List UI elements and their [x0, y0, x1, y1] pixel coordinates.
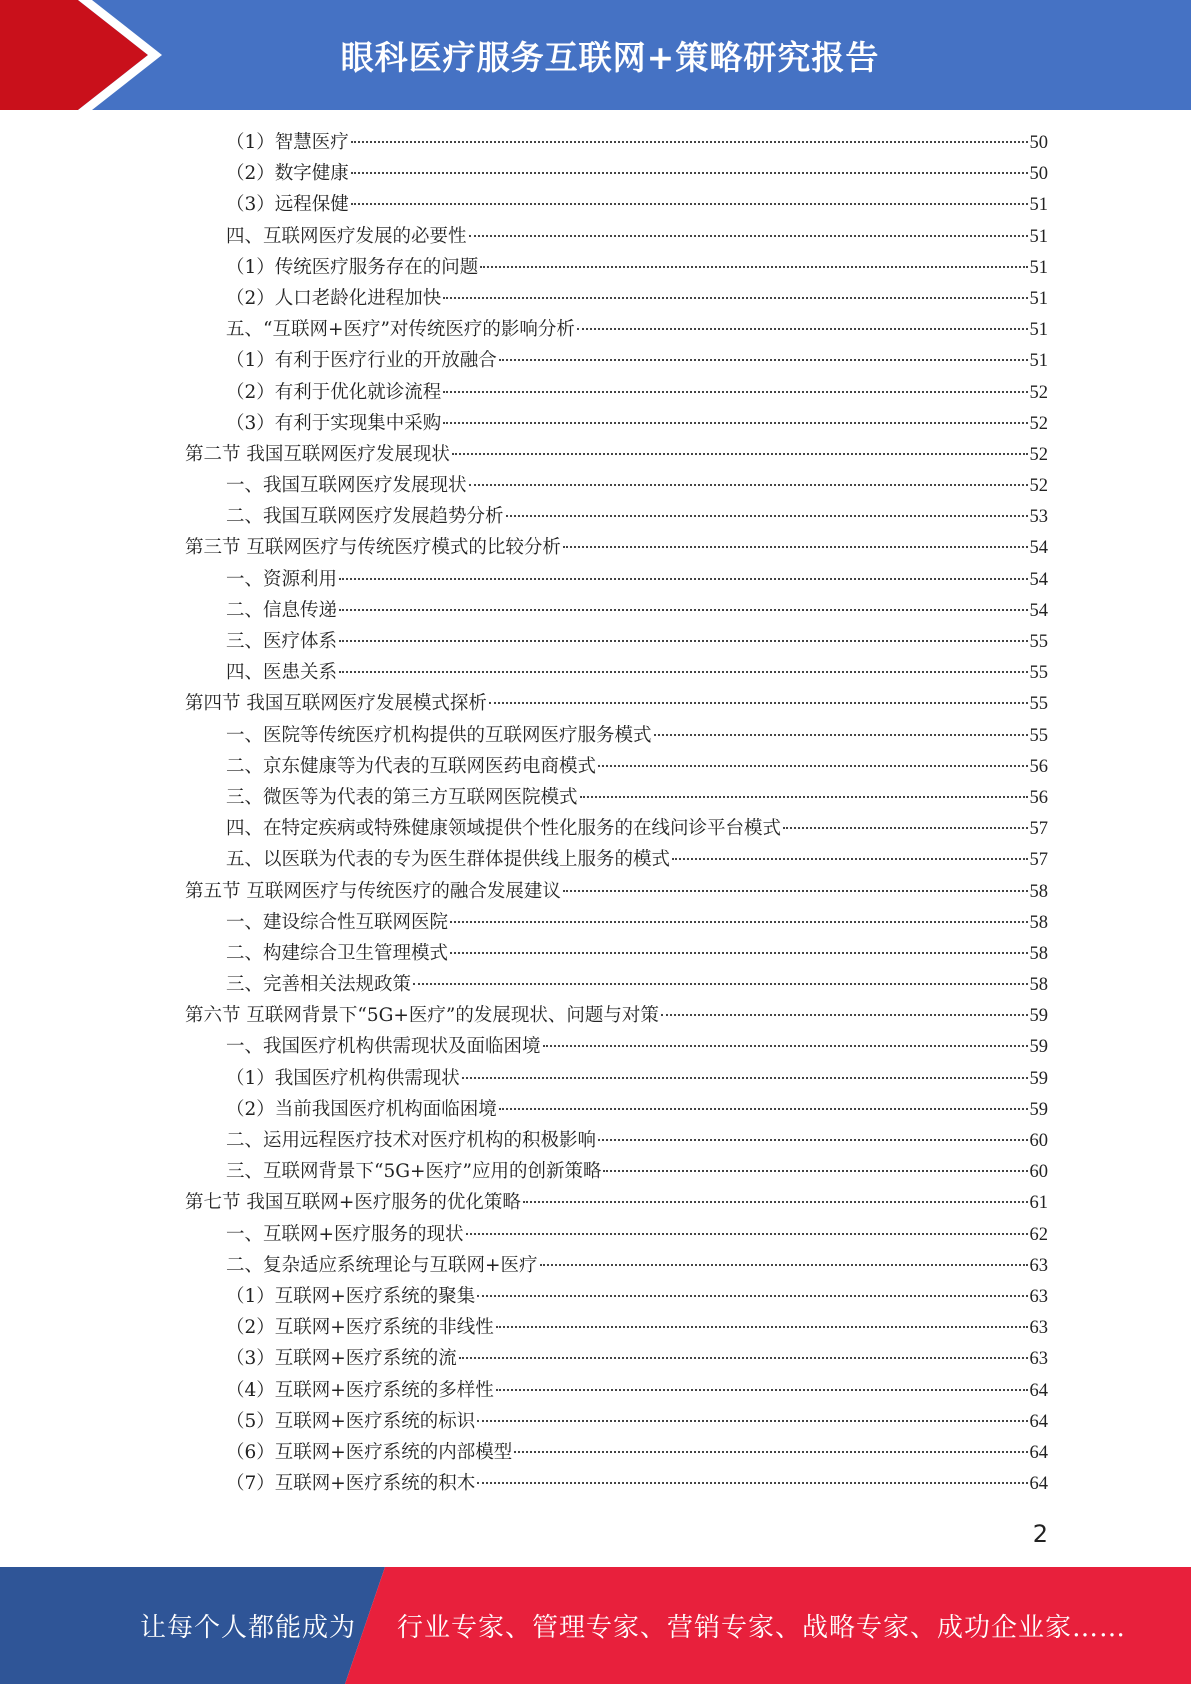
toc-entry-page: 52 [1029, 413, 1048, 434]
toc-entry-title: 第五节 互联网医疗与传统医疗的融合发展建议 [185, 880, 561, 902]
toc-dot-leader [462, 1077, 1028, 1079]
toc-dot-leader [654, 734, 1028, 736]
toc-entry-page: 64 [1029, 1411, 1048, 1432]
toc-entry[interactable] [185, 1219, 1048, 1250]
toc-dot-leader [469, 235, 1028, 237]
footer-slogan-right: 行业专家、管理专家、营销专家、战略专家、成功企业家…… [397, 1613, 1127, 1643]
toc-entry[interactable] [185, 470, 1048, 501]
toc-entry-title: （3）互联网+医疗系统的流 [226, 1348, 457, 1370]
toc-entry-page: 58 [1029, 881, 1048, 902]
toc-dot-leader [496, 1389, 1028, 1391]
toc-entry-page: 54 [1029, 600, 1048, 621]
toc-entry[interactable] [185, 595, 1048, 626]
toc-entry-title: 五、以医联为代表的专为医生群体提供线上服务的模式 [226, 849, 671, 871]
toc-dot-leader [506, 515, 1028, 517]
toc-entry-page: 53 [1029, 507, 1048, 528]
toc-entry-title: 一、建设综合性互联网医院 [226, 911, 449, 933]
toc-entry-page: 51 [1029, 257, 1048, 278]
toc-dot-leader [351, 141, 1028, 143]
toc-entry[interactable] [185, 1375, 1048, 1406]
toc-entry[interactable] [185, 1250, 1048, 1281]
toc-entry[interactable] [185, 1281, 1048, 1312]
toc-entry-page: 64 [1029, 1380, 1048, 1401]
toc-dot-leader [339, 609, 1027, 611]
toc-dot-leader [603, 1170, 1027, 1172]
toc-entry-title: 二、运用远程医疗技术对医疗机构的积极影响 [226, 1130, 597, 1151]
toc-dot-leader [577, 328, 1028, 330]
toc-entry[interactable] [185, 720, 1048, 751]
toc-entry-page: 50 [1029, 133, 1048, 153]
toc-entry-page: 55 [1029, 632, 1048, 652]
toc-entry-title: 四、互联网医疗发展的必要性 [226, 225, 467, 247]
toc-entry-title: （2）当前我国医疗机构面临困境 [226, 1098, 497, 1120]
toc-entry[interactable] [185, 1343, 1048, 1374]
table-of-contents [185, 127, 1048, 1499]
toc-entry[interactable] [185, 688, 1048, 719]
toc-entry-page: 51 [1029, 288, 1048, 309]
toc-entry[interactable] [185, 1063, 1048, 1094]
toc-entry-title: 第三节 互联网医疗与传统医疗模式的比较分析 [185, 537, 561, 559]
toc-entry[interactable] [185, 626, 1048, 657]
toc-entry-page: 56 [1029, 787, 1048, 808]
toc-entry-title: （5）互联网+医疗系统的标识 [226, 1410, 476, 1432]
toc-entry-title: 第四节 我国互联网医疗发展模式探析 [185, 693, 487, 715]
toc-entry[interactable] [185, 1000, 1048, 1031]
toc-entry[interactable] [185, 189, 1048, 220]
toc-entry-title: 二、信息传递 [226, 599, 338, 621]
toc-entry-page: 55 [1029, 725, 1048, 746]
toc-entry[interactable] [185, 439, 1048, 470]
toc-entry-title: 二、京东健康等为代表的互联网医药电商模式 [226, 755, 597, 777]
toc-entry-title: （2）有利于优化就诊流程 [226, 381, 442, 403]
toc-dot-leader [489, 702, 1028, 704]
toc-entry[interactable] [185, 1156, 1048, 1187]
toc-entry-title: 三、互联网背景下“5G+医疗”应用的创新策略 [226, 1161, 602, 1183]
toc-entry-title: 二、复杂适应系统理论与互联网+医疗 [226, 1254, 538, 1276]
toc-entry-page: 60 [1029, 1162, 1048, 1183]
toc-dot-leader [450, 921, 1027, 923]
toc-entry[interactable] [185, 1437, 1048, 1468]
toc-entry[interactable] [185, 907, 1048, 938]
toc-entry-title: （3）远程保健 [226, 194, 349, 216]
toc-entry-page: 63 [1029, 1318, 1048, 1339]
toc-entry-page: 51 [1029, 320, 1048, 341]
toc-dot-leader [514, 1451, 1027, 1453]
toc-entry-title: （3）有利于实现集中采购 [226, 412, 442, 434]
footer-slogan-left: 让每个人都能成为 [140, 1613, 357, 1643]
toc-entry-title: 二、我国互联网医疗发展趋势分析 [226, 506, 504, 528]
toc-entry[interactable] [185, 1031, 1048, 1062]
toc-entry-page: 54 [1029, 538, 1048, 559]
toc-entry-page: 55 [1029, 694, 1048, 715]
toc-dot-leader [351, 203, 1028, 205]
toc-entry[interactable] [185, 501, 1048, 532]
toc-entry-page: 57 [1029, 819, 1048, 840]
toc-dot-leader [459, 1357, 1028, 1359]
toc-dot-leader [499, 1108, 1028, 1110]
toc-entry-page: 61 [1029, 1193, 1048, 1214]
toc-dot-leader [563, 546, 1028, 548]
toc-entry-title: 一、互联网+医疗服务的现状 [226, 1223, 464, 1245]
toc-entry-title: 五、“互联网+医疗”对传统医疗的影响分析 [226, 319, 575, 341]
toc-entry-title: 二、构建综合卫生管理模式 [226, 942, 449, 964]
toc-entry[interactable] [185, 283, 1048, 314]
toc-dot-leader [523, 1201, 1028, 1203]
toc-entry[interactable] [185, 252, 1048, 283]
toc-entry[interactable] [185, 564, 1048, 595]
toc-dot-leader [480, 266, 1027, 268]
toc-entry-page: 55 [1029, 663, 1048, 684]
toc-entry-page: 58 [1029, 975, 1048, 996]
page-footer [0, 1567, 1191, 1684]
toc-entry-title: （1）有利于医疗行业的开放融合 [226, 350, 497, 372]
toc-entry-title: （1）传统医疗服务存在的问题 [226, 256, 479, 278]
toc-dot-leader [469, 484, 1028, 486]
toc-entry[interactable] [185, 813, 1048, 844]
toc-dot-leader [563, 890, 1028, 892]
toc-entry[interactable] [185, 1468, 1048, 1499]
toc-entry-page: 52 [1029, 444, 1048, 465]
toc-dot-leader [452, 453, 1028, 455]
toc-entry-title: 四、医患关系 [226, 662, 338, 684]
toc-entry[interactable] [185, 1406, 1048, 1437]
toc-entry-page: 57 [1029, 850, 1048, 871]
toc-entry-page: 59 [1029, 1006, 1048, 1027]
toc-entry[interactable] [185, 1312, 1048, 1343]
toc-dot-leader [477, 1482, 1027, 1484]
toc-entry-page: 52 [1029, 382, 1048, 403]
toc-entry-title: 三、完善相关法规政策 [226, 974, 412, 996]
toc-entry-page: 62 [1029, 1224, 1048, 1245]
toc-entry-page: 50 [1029, 164, 1048, 185]
toc-entry-title: 第六节 互联网背景下“5G+医疗”的发展现状、问题与对策 [185, 1005, 659, 1027]
toc-entry[interactable] [185, 844, 1048, 875]
toc-dot-leader [466, 1233, 1028, 1235]
toc-dot-leader [339, 578, 1027, 580]
toc-entry[interactable] [185, 938, 1048, 969]
document-title: 眼科医疗服务互联网+策略研究报告 [340, 37, 880, 77]
toc-dot-leader [339, 671, 1027, 673]
toc-entry-title: 一、医院等传统医疗机构提供的互联网医疗服务模式 [226, 724, 652, 746]
toc-dot-leader [496, 1326, 1028, 1328]
toc-entry[interactable] [185, 969, 1048, 1000]
toc-entry-title: （2）互联网+医疗系统的非线性 [226, 1317, 494, 1339]
toc-dot-leader [450, 952, 1027, 954]
toc-dot-leader [477, 1420, 1027, 1422]
toc-entry-page: 60 [1029, 1131, 1048, 1151]
toc-entry-title: 第七节 我国互联网+医疗服务的优化策略 [185, 1192, 521, 1214]
page-header [0, 0, 1191, 110]
toc-entry-page: 51 [1029, 351, 1048, 372]
toc-dot-leader [351, 172, 1028, 174]
toc-entry-page: 64 [1029, 1442, 1048, 1463]
toc-entry[interactable] [185, 1125, 1048, 1156]
toc-entry-title: （1）智慧医疗 [226, 132, 349, 153]
toc-entry-title: （6）互联网+医疗系统的内部模型 [226, 1441, 513, 1463]
toc-entry[interactable] [185, 408, 1048, 439]
toc-entry-page: 63 [1029, 1286, 1048, 1307]
toc-entry-page: 51 [1029, 226, 1048, 247]
toc-dot-leader [413, 983, 1027, 985]
toc-entry[interactable] [185, 377, 1048, 408]
toc-dot-leader [783, 827, 1027, 829]
toc-entry[interactable] [185, 657, 1048, 688]
toc-entry[interactable] [185, 532, 1048, 563]
toc-entry-page: 56 [1029, 756, 1048, 777]
toc-entry[interactable] [185, 876, 1048, 907]
toc-entry-page: 58 [1029, 943, 1048, 964]
toc-dot-leader [598, 765, 1027, 767]
toc-entry-title: 第二节 我国互联网医疗发展现状 [185, 443, 450, 465]
toc-entry-page: 52 [1029, 476, 1048, 497]
toc-entry-title: （1）我国医疗机构供需现状 [226, 1067, 460, 1089]
toc-dot-leader [339, 640, 1027, 642]
toc-dot-leader [661, 1014, 1028, 1016]
toc-entry-title: 一、资源利用 [226, 568, 338, 590]
toc-entry[interactable] [185, 345, 1048, 376]
toc-entry[interactable] [185, 221, 1048, 252]
toc-dot-leader [443, 422, 1027, 424]
toc-entry[interactable] [185, 314, 1048, 345]
toc-dot-leader [672, 858, 1027, 860]
toc-dot-leader [580, 796, 1028, 798]
toc-entry-title: （1）互联网+医疗系统的聚集 [226, 1285, 476, 1307]
toc-entry-page: 51 [1029, 195, 1048, 216]
toc-entry-title: （4）互联网+医疗系统的多样性 [226, 1379, 494, 1401]
toc-entry-page: 59 [1029, 1099, 1048, 1120]
toc-entry-page: 59 [1029, 1037, 1048, 1058]
toc-dot-leader [443, 297, 1027, 299]
toc-entry-title: （2）数字健康 [226, 163, 349, 185]
toc-dot-leader [543, 1045, 1028, 1047]
toc-entry-page: 63 [1029, 1349, 1048, 1370]
toc-entry-page: 58 [1029, 912, 1048, 933]
toc-entry[interactable] [185, 158, 1048, 189]
toc-entry-title: （7）互联网+医疗系统的积木 [226, 1473, 476, 1495]
toc-dot-leader [540, 1264, 1028, 1266]
toc-dot-leader [477, 1295, 1027, 1297]
toc-entry[interactable] [185, 127, 1048, 158]
toc-entry[interactable] [185, 1187, 1048, 1218]
toc-dot-leader [598, 1139, 1027, 1141]
toc-entry[interactable] [185, 782, 1048, 813]
toc-entry-title: 四、在特定疾病或特殊健康领域提供个性化服务的在线问诊平台模式 [226, 818, 782, 840]
toc-entry[interactable] [185, 1094, 1048, 1125]
page-number: 2 [1032, 1520, 1048, 1548]
toc-entry-title: 一、我国互联网医疗发展现状 [226, 475, 467, 497]
toc-entry[interactable] [185, 751, 1048, 782]
toc-entry-title: 三、医疗体系 [226, 631, 338, 652]
toc-entry-title: 一、我国医疗机构供需现状及面临困境 [226, 1036, 541, 1058]
toc-dot-leader [499, 359, 1028, 361]
toc-entry-page: 59 [1029, 1068, 1048, 1089]
toc-entry-page: 54 [1029, 569, 1048, 590]
toc-entry-page: 63 [1029, 1255, 1048, 1276]
toc-dot-leader [443, 391, 1027, 393]
toc-entry-page: 64 [1029, 1474, 1048, 1495]
toc-entry-title: 三、微医等为代表的第三方互联网医院模式 [226, 786, 578, 808]
toc-entry-title: （2）人口老龄化进程加快 [226, 287, 442, 309]
